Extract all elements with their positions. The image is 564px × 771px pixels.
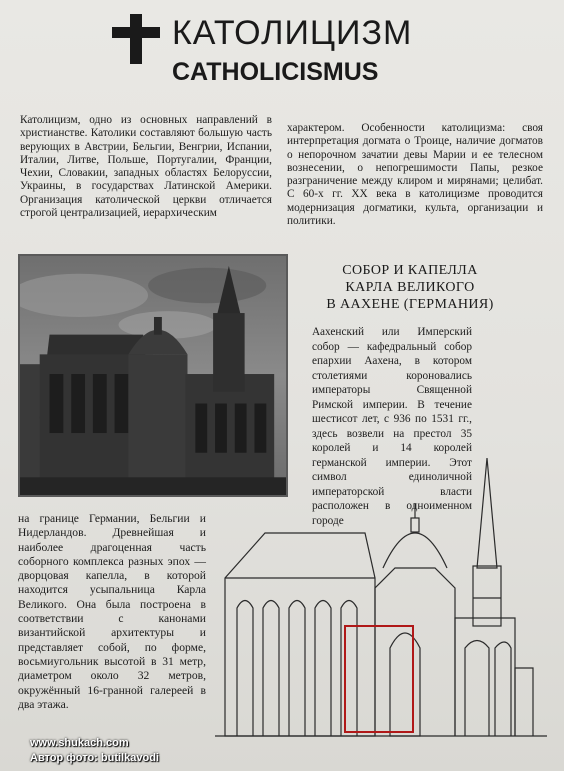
intro-text-right: характером. Особенности католицизма: своя интерпретация догмата о Троице, наличие догматов о непорочном зачатии девы Марии и ее телесном вознесении, о непогрешимости Папы, резкое разграничение между клиром и мирянами; целибат. С 60-х гг. XX века в католицизме проводится модернизация догматики, культа, организации и политики. xyxy=(287,122,543,228)
intro-text-left: Католицизм, одно из основных направлений в христианстве. Католики составляют большую часть верующих в Австрии, Бельгии, Венгрии, Испании, Италии, Литве, Польше, Португалии, Франции, Чехии, Словакии, западных областях Белоруссии, Украины, в государствах Латинской Америки. Организация католической церкви отличается строгой централизацией, иерархическим xyxy=(20,114,272,220)
cathedral-heading-line2: КАРЛА ВЕЛИКОГО xyxy=(345,280,475,295)
cathedral-heading-line3: В ААХЕНЕ (ГЕРМАНИЯ) xyxy=(326,297,494,312)
cathedral-heading xyxy=(305,262,515,313)
footer-site: www.shukach.com xyxy=(30,737,129,749)
page-subtitle: CATHOLICISMUS xyxy=(172,58,379,86)
latin-cross-icon xyxy=(112,14,160,64)
page-title: КАТОЛИЦИЗМ xyxy=(172,14,413,52)
cathedral-heading-line1: СОБОР И КАПЕЛЛА xyxy=(342,263,478,278)
cathedral-description-continued: на границе Германии, Бельгии и Нидерландов. Древнейшая и наиболее драгоценная часть соборного комплекса разных эпох — дворцовая капелла, в которой находится усыпальница Карла Великого. Она была построена в соответствии с канонами византийской архитектуры и представляет собой, по форме, восьмиугольник высотой в 31 метр, диаметром около 32 метров, окружённый 16-гранной галереей в два этажа. xyxy=(18,512,206,711)
footer-credit: Автор фото: butilkavodi xyxy=(30,752,159,764)
cathedral-description: Аахенский или Имперский собор — кафедральный собор епархии Аахена, в котором столетиями короновались императоры Священной Римской империи. В течение шестисот лет, с 936 по 1531 гг., здесь возвели на престол 35 королей и 14 королей германской империи. Этот символ единоличной императорской власти расположен в одноименном городе xyxy=(312,326,472,527)
cathedral-elevation-drawing xyxy=(215,448,547,740)
